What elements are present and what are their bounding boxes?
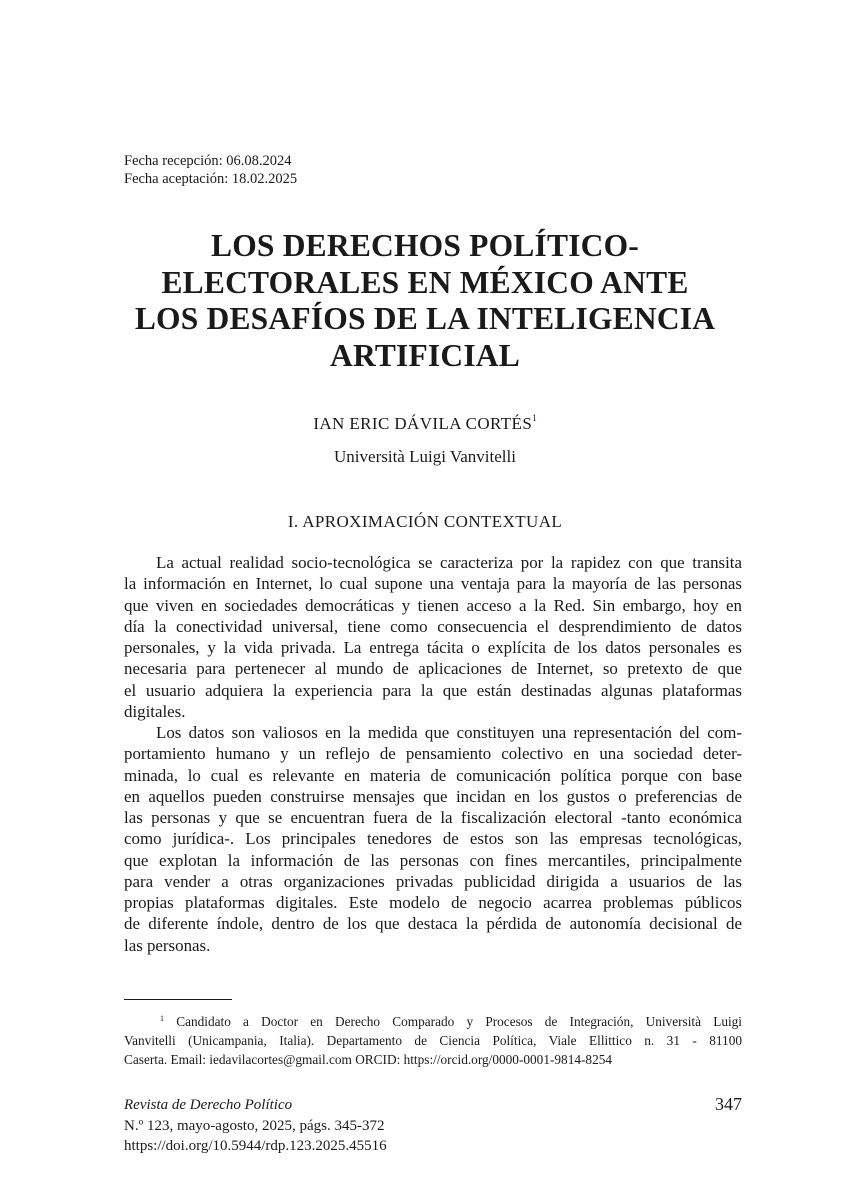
text-line: La actual realidad socio-tecnológica se caracteriza por la rapidez con que transita bbox=[156, 553, 742, 572]
journal-name: Revista de Derecho Político bbox=[124, 1097, 293, 1113]
paragraph bbox=[124, 552, 742, 722]
text-line: día la conectividad universal, tiene como consecuencia el desprendimiento de datos bbox=[124, 616, 742, 636]
reception-dates bbox=[124, 152, 297, 188]
text-line: las personas y que se encuentran fuera de la fiscalización electoral -tanto económica bbox=[124, 808, 742, 827]
title-line: ARTIFICIAL bbox=[330, 337, 520, 373]
journal-footer bbox=[124, 1095, 387, 1157]
article-title bbox=[100, 228, 750, 374]
text-line: propias plataformas digitales. Este modelo de negocio acarrea problemas públicos bbox=[124, 893, 742, 912]
text-line: como jurídica-. Los principales tenedores de estos son las empresas tecnológicas, bbox=[124, 829, 742, 849]
footnote-text: Candidato a Doctor en Derecho Comparado y Procesos de Integración, Università Luigi bbox=[176, 1014, 743, 1029]
footnote-separator bbox=[124, 999, 232, 1000]
author-affiliation: Università Luigi Vanvitelli bbox=[334, 447, 516, 466]
footnote-line: Caserta. Email: iedavilacortes@gmail.com ORCID: https://orcid.org/0000-0001-9814-8254 bbox=[124, 1052, 613, 1067]
text-line: que explotan la información de las personas con fines mercantiles, principalmente bbox=[124, 850, 742, 870]
received-date: Fecha recepción: 06.08.2024 bbox=[124, 153, 292, 169]
body-text bbox=[124, 552, 742, 956]
text-line: digitales. bbox=[124, 701, 186, 721]
text-line: personales, y la vida privada. La entrega tácita o explícita de los datos personales es bbox=[124, 638, 742, 657]
text-line: minada, lo cual es relevante en materia de comunicación política porque con base bbox=[124, 765, 742, 785]
text-line: para vender a otras organizaciones privadas publicidad dirigida a usuarios de las bbox=[124, 871, 742, 891]
paragraph bbox=[124, 722, 742, 956]
footnote-line bbox=[124, 1009, 742, 1031]
accepted-date: Fecha aceptación: 18.02.2025 bbox=[124, 171, 298, 187]
footnote bbox=[124, 1009, 742, 1069]
author-line bbox=[0, 413, 850, 434]
title-line: LOS DERECHOS POLÍTICO- bbox=[211, 228, 639, 263]
journal-doi: https://doi.org/10.5944/rdp.123.2025.45516 bbox=[124, 1138, 387, 1154]
journal-issue: N.º 123, mayo-agosto, 2025, págs. 345-372 bbox=[124, 1117, 385, 1134]
title-line: ELECTORALES EN MÉXICO ANTE bbox=[161, 264, 689, 300]
text-line: Los datos son valiosos en la medida que constituyen una representación del com- bbox=[156, 723, 742, 742]
page-number: 347 bbox=[715, 1094, 742, 1114]
text-line: la información en Internet, lo cual supone una ventaja para la mayoría de las personas bbox=[124, 574, 742, 594]
author-footnote-mark: 1 bbox=[532, 413, 537, 423]
section-heading: I. APROXIMACIÓN CONTEXTUAL bbox=[287, 512, 563, 531]
text-line: en aquellos pueden construirse mensajes que incidan en los gustos o preferencias de bbox=[124, 786, 742, 806]
text-line: el usuario adquiera la experiencia para la que están destinadas algunas plataformas bbox=[124, 680, 742, 700]
footnote-line: Vanvitelli (Unicampania, Italia). Departamento de Ciencia Política, Viale Ellittico n. 31 - 81100 bbox=[124, 1033, 742, 1048]
text-line: que viven en sociedades democráticas y tienen acceso a la Red. Sin embargo, hoy en bbox=[124, 595, 742, 615]
footnote-mark: 1 bbox=[160, 1014, 164, 1023]
text-line: portamiento humano y un reflejo de pensamiento colectivo en una sociedad deter- bbox=[124, 744, 742, 764]
text-line: necesaria para pertenecer al mundo de aplicaciones de Internet, so pretexto de que bbox=[124, 659, 742, 679]
title-line: LOS DESAFÍOS DE LA INTELIGENCIA bbox=[134, 301, 716, 336]
text-line: de diferente índole, dentro de los que destaca la pérdida de autonomía decisional de bbox=[124, 914, 742, 934]
text-line: las personas. bbox=[124, 935, 211, 955]
author-name: IAN ERIC DÁVILA CORTÉS bbox=[313, 414, 533, 433]
